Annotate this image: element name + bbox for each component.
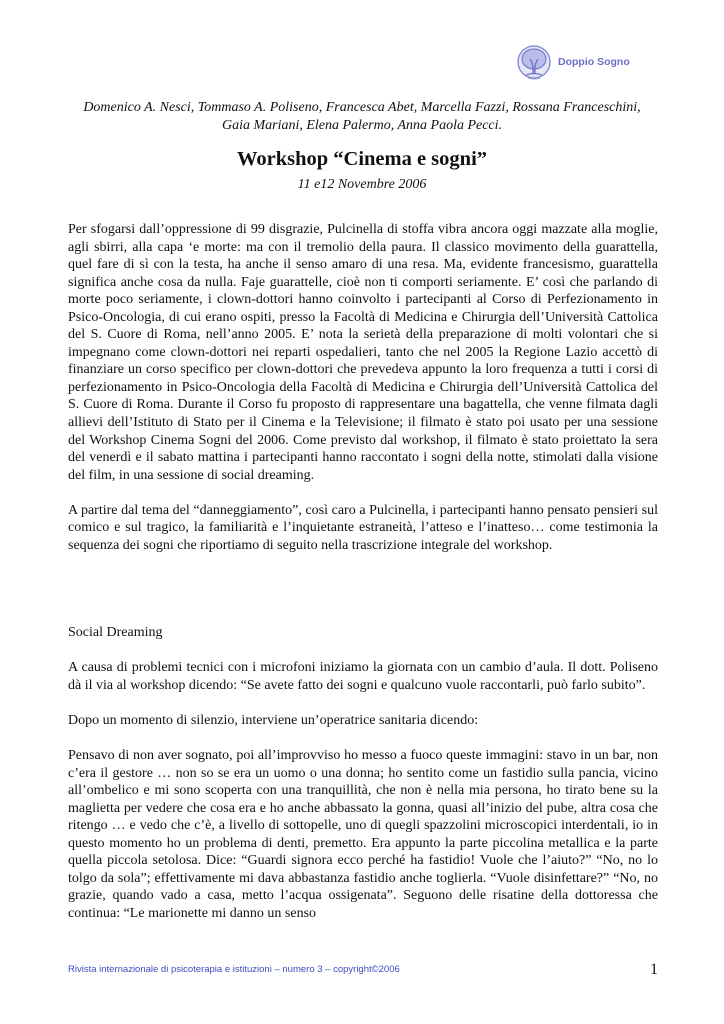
authors	[60, 99, 664, 134]
page-title: Workshop “Cinema e sogni”	[236, 148, 488, 170]
article-body	[68, 221, 658, 940]
workshop-date: 11 e12 Novembre 2006	[297, 177, 427, 192]
logo-text: Doppio Sogno	[558, 56, 630, 68]
paragraph-theme: A partire dal tema del “danneggiamento”, così caro a Pulcinella, i partecipanti hanno pensato pensieri sul comico e sul tragico, la familiarità e l’inquietante estraneità, l’atteso e l’inatteso… come testimonia la sequenza dei sogni che riportiamo di seguito nella trascrizione integrale del workshop.	[68, 502, 658, 553]
paragraph-silence: Dopo un momento di silenzio, interviene un’operatrice sanitaria dicendo:	[68, 712, 479, 728]
footer-journal: Rivista internazionale di psicoterapia e istituzioni – numero 3 – copyright©2006	[68, 964, 400, 975]
authors-line-2: Gaia Mariani, Elena Palermo, Anna Paola Pecci.	[221, 117, 503, 133]
paragraph-intro: Per sfogarsi dall’oppressione di 99 disgrazie, Pulcinella di stoffa vibra ancora oggi mazzate alla moglie, agli sbirri, alla capa ‘e morte: ma con il tremolio della paura. Il classico movimento della guarattella, quel fare di sì con la testa, ha anche il senso amaro di una resa. Ma, evidente francesismo, guarattella significa anche cosa da nulla. Faje guarattelle, cioè non ti comporti seriamente. E’ così che parlando di morte poco seriamente, i clown-dottori hanno coinvolto i partecipanti al Corso di Perfezionamento in Psico-Oncologia, di cui erano ospiti, presso la Facoltà di Medicina e Chirurgia dell’Università Cattolica del S. Cuore di Roma, nell’anno 2005. E’ nota la serietà della preparazione di molti volontari che si impegnano come clown-dottori nei reparti ospedalieri, tanto che nel 2005 la Regione Lazio accettò di finanziare un corso specifico per clown-dottori che prevedeva appunto la loro frequenza a tutti i corsi di perfezionamento in Psico-Oncologia della Facoltà di Medicina e Chirurgia dell’Università Cattolica del S. Cuore di Roma. Durante il Corso fu proposto di rappresentare una bagattella, che venne filmata dagli allievi dell’Istituto di Stato per il Cinema e la Televisione; il filmato è stato poi usato per una sessione del Workshop Cinema Sogni del 2006. Come previsto dal workshop, il filmato è stato proiettato la sera del venerdì e il sabato mattina i partecipanti hanno raccontato i sogni della notte, stimolati dalla visione del film, in una sessione di social dreaming.	[68, 222, 658, 483]
doppio-sogno-logo	[516, 44, 646, 84]
section-title: Social Dreaming	[68, 625, 163, 641]
paragraph-start: A causa di problemi tecnici con i microfoni iniziamo la giornata con un cambio d’aula. Il dott. Poliseno dà il via al workshop dicendo: “Se avete fatto dei sogni e qualcuno vuole raccontarli, può farlo subito”.	[68, 660, 658, 693]
tree-logo-icon	[516, 44, 552, 84]
page-number: 1	[650, 961, 658, 978]
authors-line-1: Domenico A. Nesci, Tommaso A. Poliseno, Francesca Abet, Marcella Fazzi, Rossana Franceschini,	[83, 100, 641, 115]
paragraph-dream: Pensavo di non aver sognato, poi all’improvviso ho messo a fuoco queste immagini: stavo in un bar, non c’era il gestore … non so se era un uomo o una donna; ho sentito come un fastidio sulla pancia, vicino all’ombelico e mi sono scoperta con una tranquillità, che non è nella mia persona, ho tirato bene su la maglietta per vedere che cosa era e ho anche abbassato la gonna, quasi all’inizio del pube, altra cosa che ritengo … e vedo che c’è, a livello di sottopelle, uno di quegli spazzolini microscopici interdentali, io in questo momento ho un problema di denti, premetto. Era appunto la parte piccolina metallica e la parte quella piccola setolosa. Dice: “Guardi signora ecco perché ha fastidio! Vuole che l’aiuto?” “No, no lo tolgo da sola”; effettivamente mi dava abbastanza fastidio anche toglierla. “Vuole disinfettare?” “No, no grazie, quando vado a casa, metto l’acqua ossigenata”. Seguono delle risatine della dottoressa che continua: “Le marionette mi danno un senso	[68, 748, 658, 921]
